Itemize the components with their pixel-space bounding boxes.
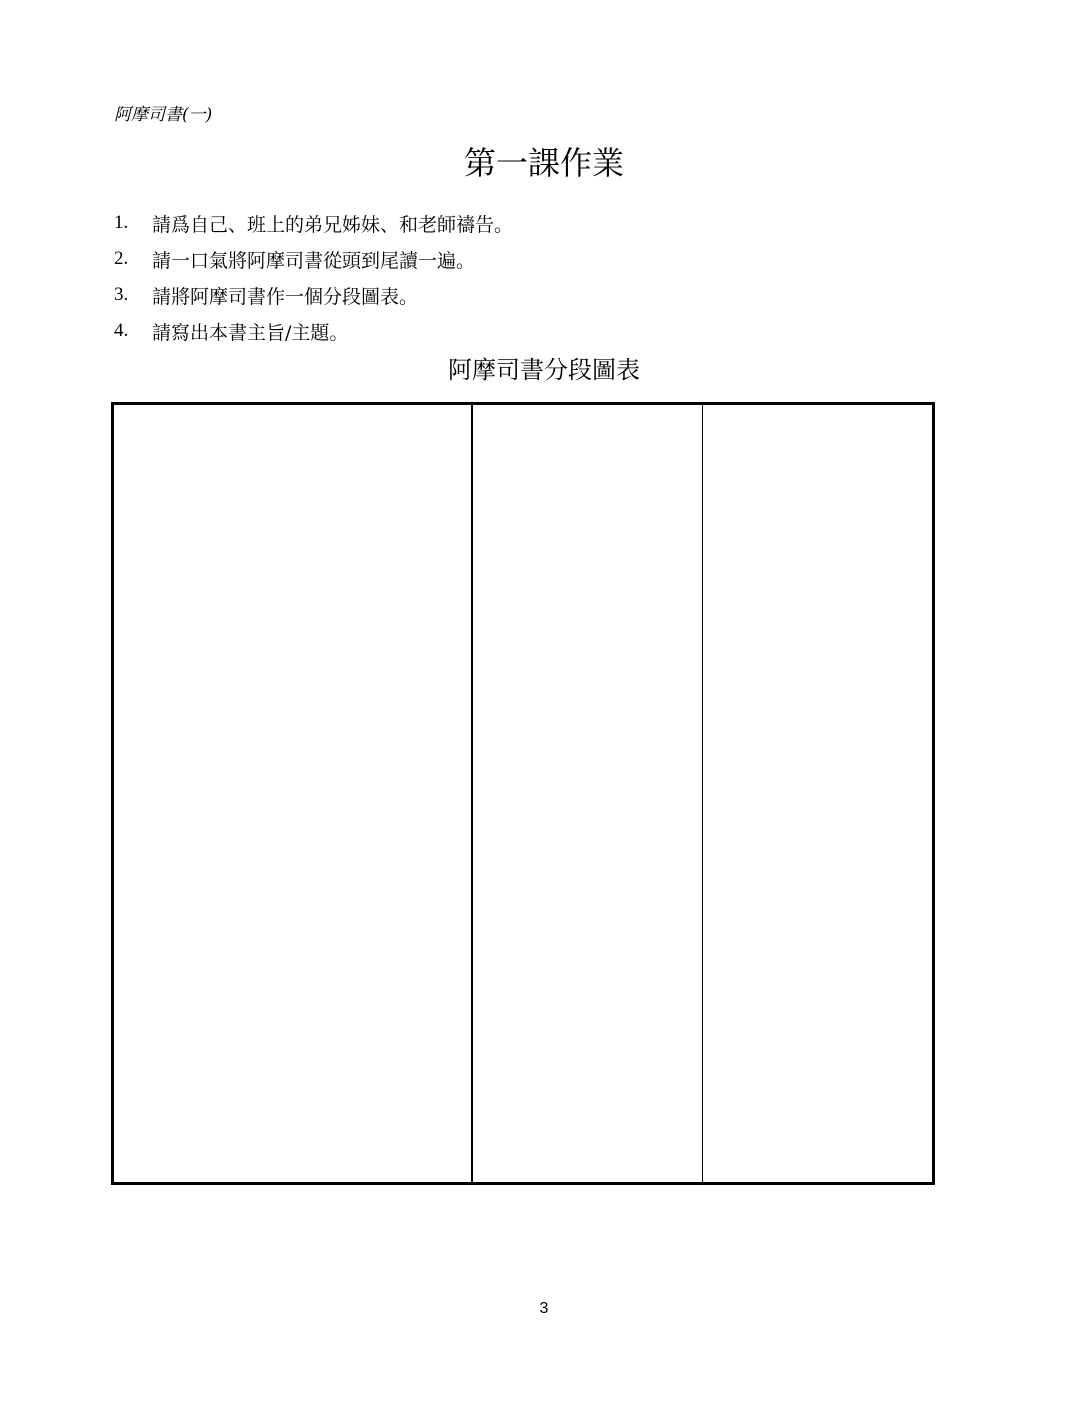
segment-chart-table <box>111 402 935 1185</box>
running-header: 阿摩司書(一) <box>114 105 213 125</box>
chart-column-2[interactable] <box>473 405 703 1182</box>
task-item <box>114 313 513 349</box>
task-text: 請寫出本書主旨/主題。 <box>152 321 349 344</box>
task-number: 1. <box>114 212 129 233</box>
task-number: 4. <box>114 320 129 341</box>
task-number: 3. <box>114 284 129 305</box>
task-text: 請一口氣將阿摩司書從頭到尾讀一遍。 <box>152 249 476 272</box>
chart-column-1[interactable] <box>114 405 473 1182</box>
task-list <box>114 205 513 349</box>
page-number: 3 <box>539 1300 549 1317</box>
chart-title: 阿摩司書分段圖表 <box>448 356 640 384</box>
task-text: 請將阿摩司書作一個分段圖表。 <box>152 285 419 308</box>
chart-column-3[interactable] <box>703 405 932 1182</box>
page-title: 第一課作業 <box>463 144 624 182</box>
task-item <box>114 205 513 241</box>
task-item <box>114 241 513 277</box>
task-text: 請爲自己、班上的弟兄姊妹、和老師禱告。 <box>152 213 514 236</box>
task-item <box>114 277 513 313</box>
task-number: 2. <box>114 248 129 269</box>
